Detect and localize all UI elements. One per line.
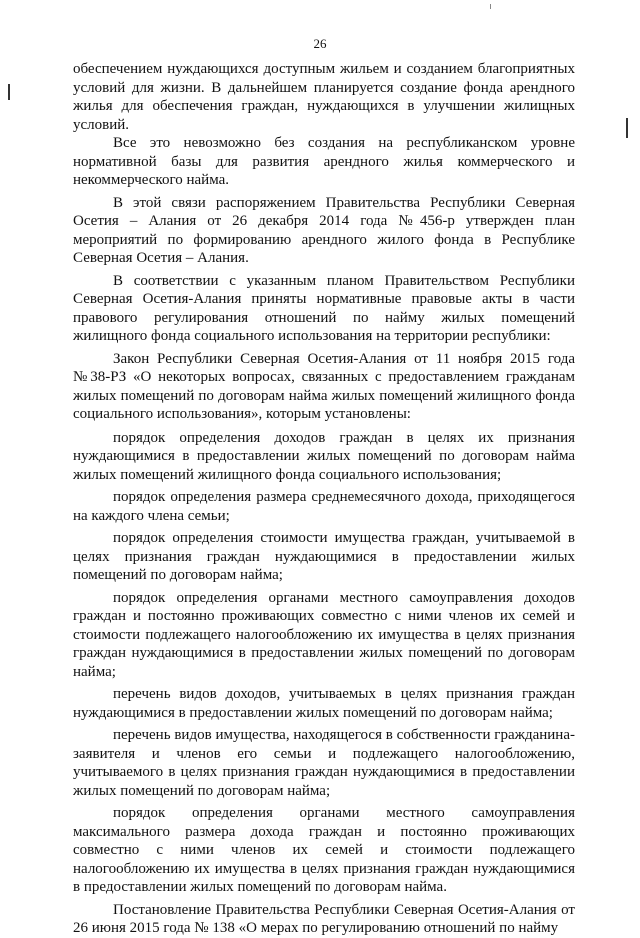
list-item: порядок определения органами местного самоуправления доходов граждан и постоянно проживающих совместно с ними членов их семей и стоимости подлежащего налогообложению их имущества в целях признания граждан нуждающимися в предоставлении жилых помещений по договорам найма; bbox=[73, 589, 575, 680]
list-item: порядок определения органами местного самоуправления максимального размера дохода граждан и постоянно проживающих совместно с ними членов их семей и стоимости подлежащего налогообложению их имущества в целях признания граждан нуждающимися в предоставлении жилых помещений по договорам найма. bbox=[73, 805, 575, 895]
paragraph: В соответствии с указанным планом Правительством Республики Северная Осетия-Алания приняты нормативные правовые акты в части правового регулирования отношений по найму жилых помещений жилищного фонда социального использования на территории республики: bbox=[73, 272, 575, 344]
list-item: порядок определения стоимости имущества граждан, учитываемой в целях признания граждан нуждающимися в предоставлении жилых помещений по договорам найма; bbox=[73, 530, 575, 583]
paragraph: В этой связи распоряжением Правительства Республики Северная Осетия – Алания от 26 декабря 2014 года №456-р утвержден план мероприятий по формированию арендного жилого фонда в Республике Северная Осетия – Алания. bbox=[73, 194, 575, 266]
page-number: 26 bbox=[313, 36, 327, 51]
margin-mark-right bbox=[626, 118, 628, 138]
list-item: порядок определения доходов граждан в целях их признания нуждающимися в предоставлении жилых помещений по договорам найма жилых помещений жилищного фонда социального использования; bbox=[73, 429, 575, 483]
paragraph: Постановление Правительства Республики Северная Осетия-Алания от 26 июня 2015 года № 138 «О мерах по регулированию отношений по найму bbox=[73, 901, 575, 936]
paragraph-continuation: обеспечением нуждающихся доступным жильем и созданием благоприятных условий для жизни. В дальнейшем планируется создание фонда арендного жилья для обеспечения граждан, нуждающихся в улучшении жилищных условий. bbox=[73, 61, 575, 133]
paragraph: Закон Республики Северная Осетия-Алания от 11 ноября 2015 года №38-РЗ «О некоторых вопросах, связанных с предоставлением гражданам жилых помещений по договорам найма жилых помещений жилищного фонда социального использования», которым установлены: bbox=[73, 350, 575, 422]
list-item: перечень видов имущества, находящегося в собственности гражданина-заявителя и членов его семьи и подлежащего налогообложению, учитываемого в целях признания граждан нуждающимися в предоставлении жилых помещений по договорам найма; bbox=[73, 727, 575, 799]
margin-mark-left bbox=[8, 84, 10, 100]
list-item: перечень видов доходов, учитываемых в целях признания граждан нуждающимися в предоставлении жилых помещений по договорам найма; bbox=[73, 686, 575, 721]
margin-mark-top bbox=[490, 4, 491, 9]
document-body bbox=[73, 60, 575, 938]
list-item: порядок определения размера среднемесячного дохода, приходящегося на каждого члена семьи; bbox=[73, 489, 575, 524]
paragraph: Все это невозможно без создания на республиканском уровне нормативной базы для развития арендного жилья коммерческого и некоммерческого найма. bbox=[73, 135, 575, 188]
